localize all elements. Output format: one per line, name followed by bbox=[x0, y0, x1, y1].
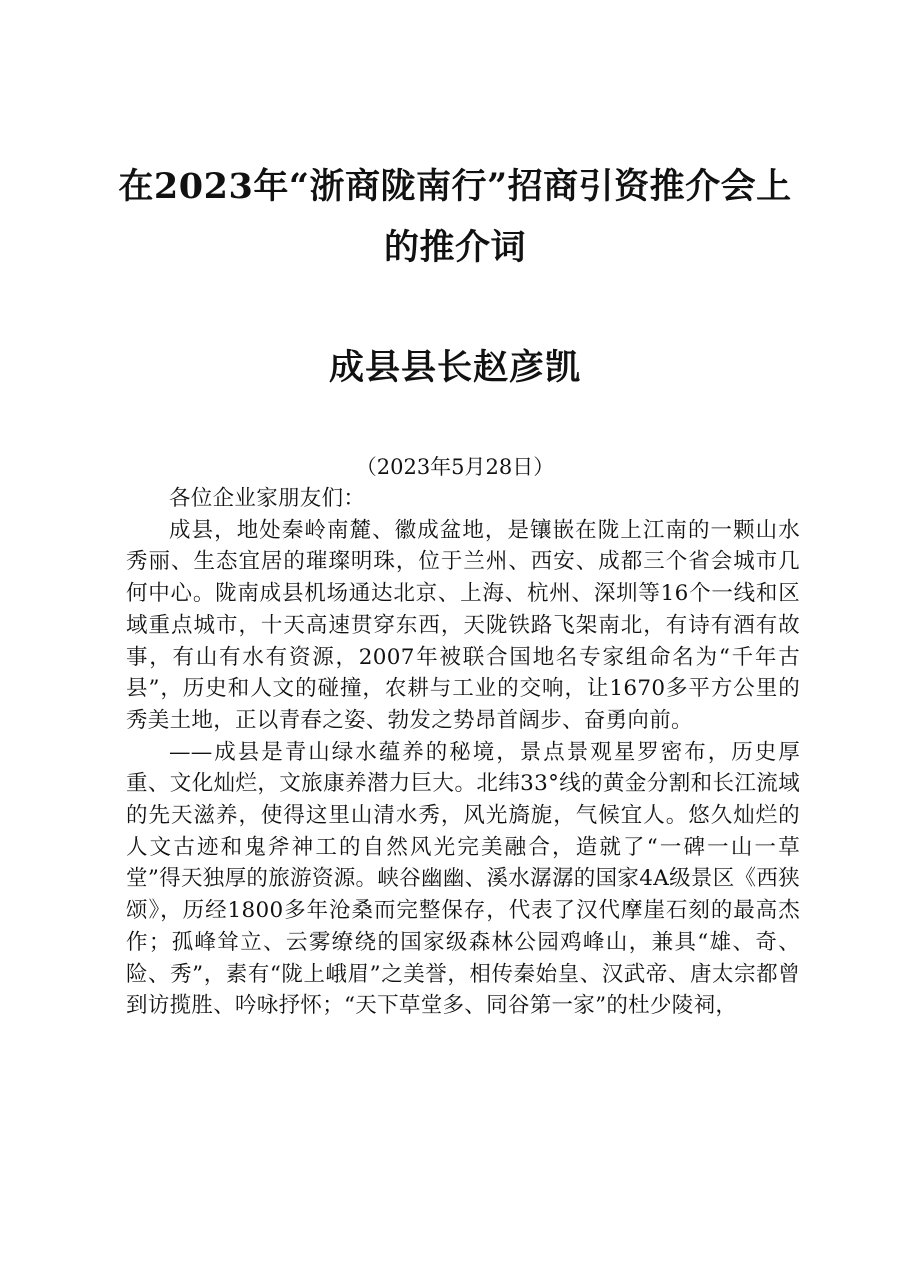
document-title-line-2: 的推介词 bbox=[383, 227, 526, 268]
document-title-line-1: 在2023年“浙商陇南行”招商引资推介会上 bbox=[118, 166, 792, 207]
speech-date: （2023年5月28日） bbox=[355, 455, 555, 479]
body-paragraph: ——成县是青山绿水蕴养的秘境，景点景观星罗密布，历史厚重、文化灿烂，文旅康养潜力巨大。北纬33°线的黄金分割和长江流域的先天滋养，使得这里山清水秀，风光旖旎，气候宜人。悠久灿烂的人文古迹和鬼斧神工的自然风光完美融合，造就了“一碑一山一草堂”得天独厚的旅游资源。峡谷幽幽、溪水潺潺的国家4A级景区《西狭颂》，历经1800多年沧桑而完整保存，代表了汉代摩崖石刻的最高杰作；孤峰耸立、云雾缭绕的国家级森林公园鸡峰山，兼具“雄、奇、险、秀”，素有“陇上峨眉”之美誉，相传秦始皇、汉武帝、唐太宗都曾到访揽胜、吟咏抒怀；“天下草堂多、同谷第一家”的杜少陵祠， bbox=[126, 739, 800, 1019]
speech-body bbox=[126, 483, 800, 1022]
salutation: 各位企业家朋友们： bbox=[169, 486, 366, 511]
body-paragraph: 成县，地处秦岭南麓、徽成盆地，是镶嵌在陇上江南的一颗山水秀丽、生态宜居的璀璨明珠，位于兰州、西安、成都三个省会城市几何中心。陇南成县机场通达北京、上海、杭州、深圳等16个一线和区域重点城市，十天高速贯穿东西，天陇铁路飞架南北，有诗有酒有故事，有山有水有资源，2007年被联合国地名专家组命名为“千年古县”，历史和人文的碰撞，农耕与工业的交响，让1670多平方公里的秀美土地，正以青春之姿、勃发之势昂首阔步、奋勇向前。 bbox=[126, 517, 800, 733]
speaker-byline: 成县县长赵彦凯 bbox=[328, 347, 581, 388]
